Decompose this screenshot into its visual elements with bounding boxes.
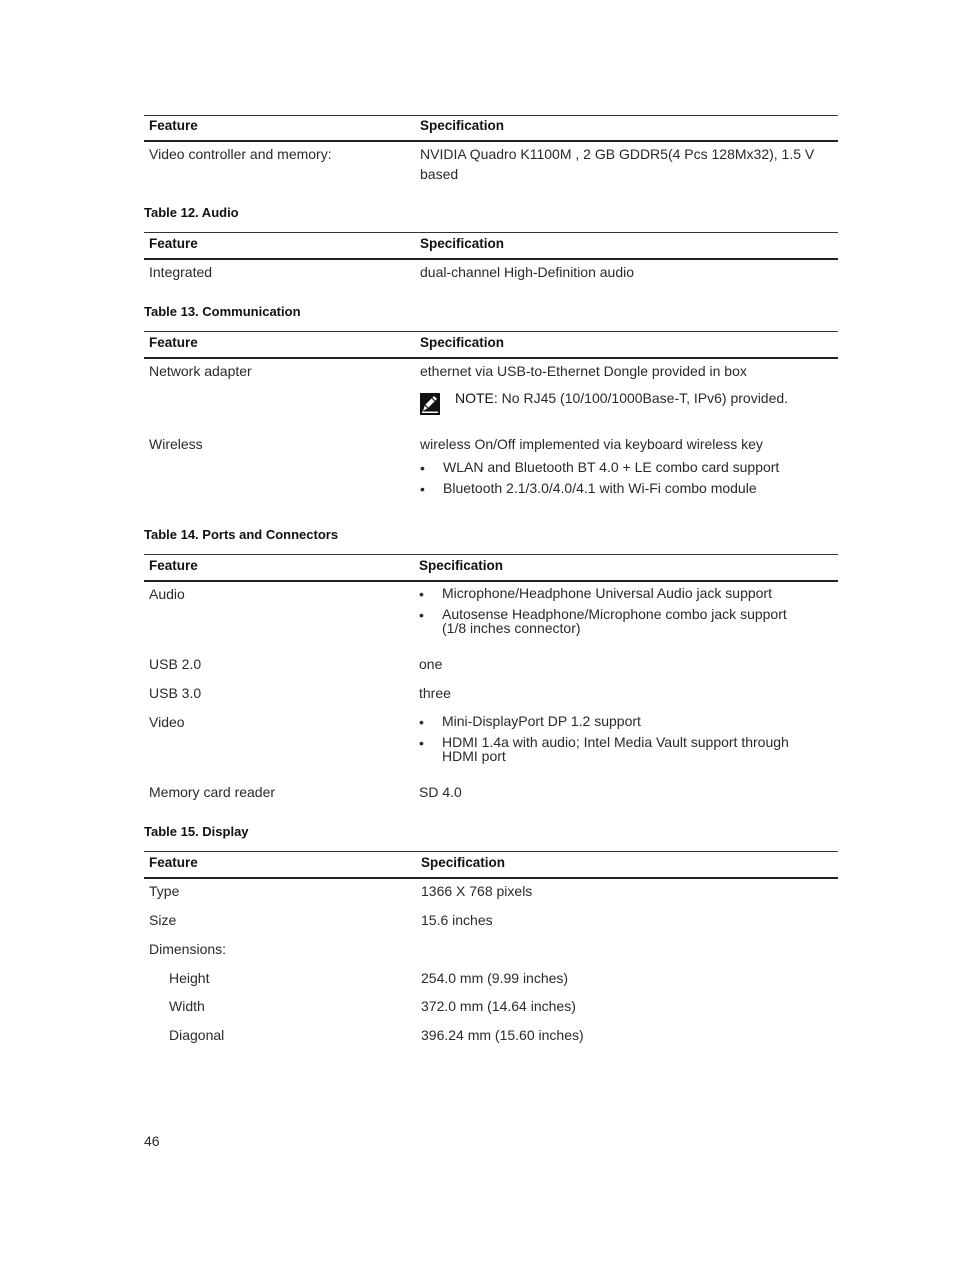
column-header-feature: Feature — [149, 558, 198, 573]
feature-cell: Integrated — [149, 264, 213, 280]
table-header-rule — [144, 877, 838, 879]
note-pencil-icon — [420, 393, 440, 415]
note-body: No RJ45 (10/100/1000Base-T, IPv6) provided. — [501, 390, 789, 406]
table-header-rule — [144, 580, 838, 582]
column-header-specification: Specification — [420, 335, 505, 350]
feature-cell: Dimensions: — [149, 941, 227, 957]
spec-cell: 372.0 mm (14.64 inches) — [421, 998, 576, 1014]
feature-cell: Video — [149, 714, 185, 730]
list-item-text: HDMI 1.4a with audio; Intel Media Vault support through — [442, 734, 789, 750]
table-top-rule — [144, 115, 838, 116]
feature-cell: USB 3.0 — [149, 685, 202, 701]
feature-cell-indented: Width — [169, 998, 205, 1014]
spec-cell: wireless On/Off implemented via keyboard wireless key — [420, 436, 763, 452]
spec-cell-line2: based — [420, 166, 459, 182]
table-top-rule — [144, 331, 838, 332]
list-item-text: Autosense Headphone/Microphone combo jack support — [442, 606, 787, 622]
note-label: NOTE: — [455, 390, 498, 406]
bullet-icon: • — [419, 735, 424, 751]
feature-cell: Audio — [149, 586, 185, 602]
list-item-text: Mini-DisplayPort DP 1.2 support — [442, 713, 641, 729]
feature-cell: Memory card reader — [149, 784, 276, 800]
column-header-specification: Specification — [420, 118, 505, 133]
table-header-rule — [144, 258, 838, 260]
spec-cell: three — [419, 685, 451, 701]
list-item-text: WLAN and Bluetooth BT 4.0 + LE combo card support — [443, 459, 780, 475]
list-item-text: Bluetooth 2.1/3.0/4.0/4.1 with Wi-Fi combo module — [443, 480, 757, 496]
table-header-rule — [144, 357, 838, 359]
spec-cell: one — [419, 656, 443, 672]
spec-cell: 15.6 inches — [421, 912, 493, 928]
spec-cell: SD 4.0 — [419, 784, 462, 800]
table-top-rule — [144, 232, 838, 233]
feature-cell: USB 2.0 — [149, 656, 202, 672]
column-header-feature: Feature — [149, 236, 198, 251]
bullet-icon: • — [420, 481, 425, 497]
list-item-text-continued: HDMI port — [442, 748, 506, 764]
column-header-specification: Specification — [421, 855, 506, 870]
bullet-icon: • — [419, 714, 424, 730]
table-caption: Table 13. Communication — [144, 304, 301, 319]
feature-cell: Size — [149, 912, 177, 928]
list-item-text: Microphone/Headphone Universal Audio jack support — [442, 585, 772, 601]
column-header-feature: Feature — [149, 118, 198, 133]
spec-cell: 396.24 mm (15.60 inches) — [421, 1027, 584, 1043]
spec-cell: 1366 X 768 pixels — [421, 883, 533, 899]
feature-cell: Video controller and memory: — [149, 146, 332, 162]
table-caption: Table 12. Audio — [144, 205, 239, 220]
column-header-feature: Feature — [149, 855, 198, 870]
table-caption: Table 14. Ports and Connectors — [144, 527, 339, 542]
column-header-specification: Specification — [420, 236, 505, 251]
bullet-icon: • — [419, 586, 424, 602]
spec-cell: 254.0 mm (9.99 inches) — [421, 970, 569, 986]
feature-cell: Wireless — [149, 436, 203, 452]
feature-cell: Network adapter — [149, 363, 252, 379]
table-caption: Table 15. Display — [144, 824, 249, 839]
column-header-specification: Specification — [419, 558, 504, 573]
feature-cell: Type — [149, 883, 180, 899]
bullet-icon: • — [419, 607, 424, 623]
spec-cell: ethernet via USB-to-Ethernet Dongle provided in box — [420, 363, 747, 379]
bullet-icon: • — [420, 460, 425, 476]
feature-cell-indented: Diagonal — [169, 1027, 225, 1043]
note-text — [455, 388, 788, 408]
column-header-feature: Feature — [149, 335, 198, 350]
table-header-rule — [144, 140, 838, 142]
page-number: 46 — [144, 1133, 160, 1149]
table-top-rule — [144, 554, 838, 555]
list-item-text-continued: (1/8 inches connector) — [442, 620, 581, 636]
spec-cell: dual-channel High-Definition audio — [420, 264, 635, 280]
table-top-rule — [144, 851, 838, 852]
spec-cell-line1: NVIDIA Quadro K1100M , 2 GB GDDR5(4 Pcs 128Mx32), 1.5 V — [420, 146, 815, 162]
feature-cell-indented: Height — [169, 970, 210, 986]
